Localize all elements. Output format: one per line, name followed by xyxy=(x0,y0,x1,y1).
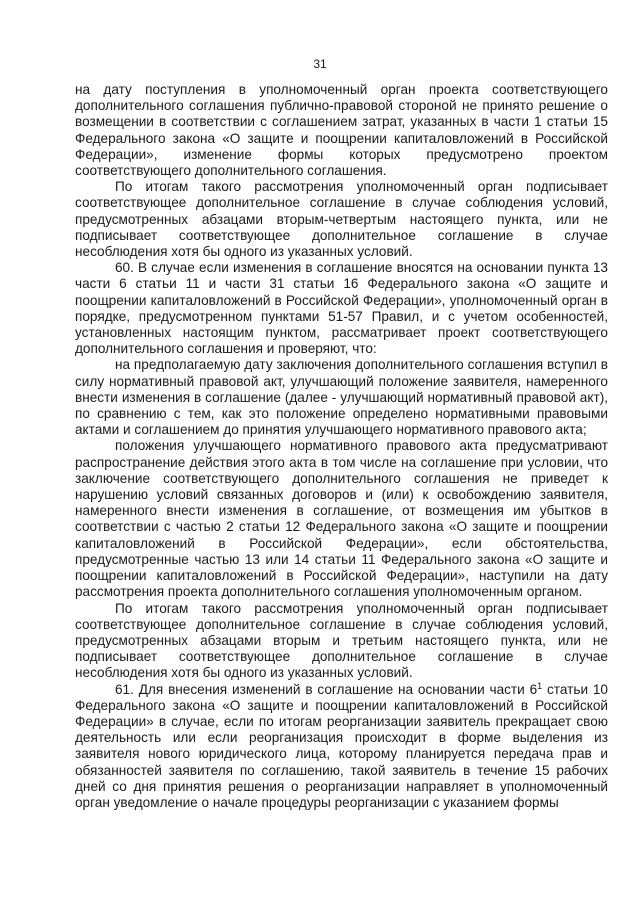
paragraph-item-61 xyxy=(75,682,608,812)
paragraph-item-60: 60. В случае если изменения в соглашение вносятся на основании пункта 13 части 6 статьи 11 и части 31 статьи 16 Федерального закона «О защите и поощрении капиталовложений в Российской Федерации», уполномоченный орган в порядке, предусмотренном пунктами 51-57 Правил, и с учетом особенностей, установленных настоящим пунктом, рассматривает проект соответствующего дополнительного соглашения и проверяют, что: xyxy=(75,260,608,357)
paragraph-review-result-1: По итогам такого рассмотрения уполномоченный орган подписывает соответствующее дополнительное соглашение в случае соблюдения условий, предусмотренных абзацами вторым-четвертым настоящего пункта, или не подписывает соответствующее дополнительное соглашение в случае несоблюдения хотя бы одного из указанных условий. xyxy=(75,179,608,260)
paragraph-continuation: на дату поступления в уполномоченный орган проекта соответствующего дополнительного соглашения публично-правовой стороной не принято решение о возмещении в соответствии с соглашением затрат, указанных в части 1 статьи 15 Федерального закона «О защите и поощрении капиталовложений в Российской Федерации», изменение формы которых предусмотрено проектом соответствующего дополнительного соглашения. xyxy=(75,82,608,179)
item-61-text-end: статьи 10 Федерального закона «О защите и поощрении капиталовложений в Российской Федерации» в случае, если по итогам реорганизации заявитель прекращает свою деятельность или если реорганизация происходит в форме выделения из заявителя нового юридического лица, которому планируется передача прав и обязанностей заявителя по соглашению, такой заявитель в течение 15 рабочих дней со дня принятия решения о реорганизации направляет в уполномоченный орган уведомление о начале процедуры реорганизации с указанием формы xyxy=(75,681,608,810)
paragraph-condition-2: положения улучшающего нормативного правового акта предусматривают распространение действия этого акта в том числе на соглашение при условии, что заключение соответствующего дополнительного соглашения не приведет к нарушению условий связанных договоров и (или) к освобождению заявителя, намеренного внести изменения в соглашение, от возмещения им убытков в соответствии с частью 2 статьи 12 Федерального закона «О защите и поощрении капиталовложений в Российской Федерации», если обстоятельства, предусмотренные частью 13 или 14 статьи 11 Федерального закона «О защите и поощрении капиталовложений в Российской Федерации», наступили на дату рассмотрения проекта дополнительного соглашения уполномоченным органом. xyxy=(75,438,608,600)
paragraph-review-result-2: По итогам такого рассмотрения уполномоченный орган подписывает соответствующее дополнительное соглашение в случае соблюдения условий, предусмотренных абзацами вторым и третьим настоящего пункта, или не подписывает соответствующее дополнительное соглашение в случае несоблюдения хотя бы одного из указанных условий. xyxy=(75,600,608,681)
superscript-index: 1 xyxy=(537,680,543,691)
item-61-text-start: 61. Для внесения изменений в соглашение на основании части 6 xyxy=(115,681,538,697)
paragraph-condition-1: на предполагаемую дату заключения дополнительного соглашения вступил в силу нормативный правовой акт, улучшающий положение заявителя, намеренного внести изменения в соглашение (далее - улучшающий нормативный правовой акт), по сравнению с тем, как это положение определено нормативными правовыми актами и соглашением до принятия улучшающего нормативного правового акта; xyxy=(75,357,608,438)
document-body xyxy=(75,82,608,811)
page-number: 31 xyxy=(313,57,327,71)
